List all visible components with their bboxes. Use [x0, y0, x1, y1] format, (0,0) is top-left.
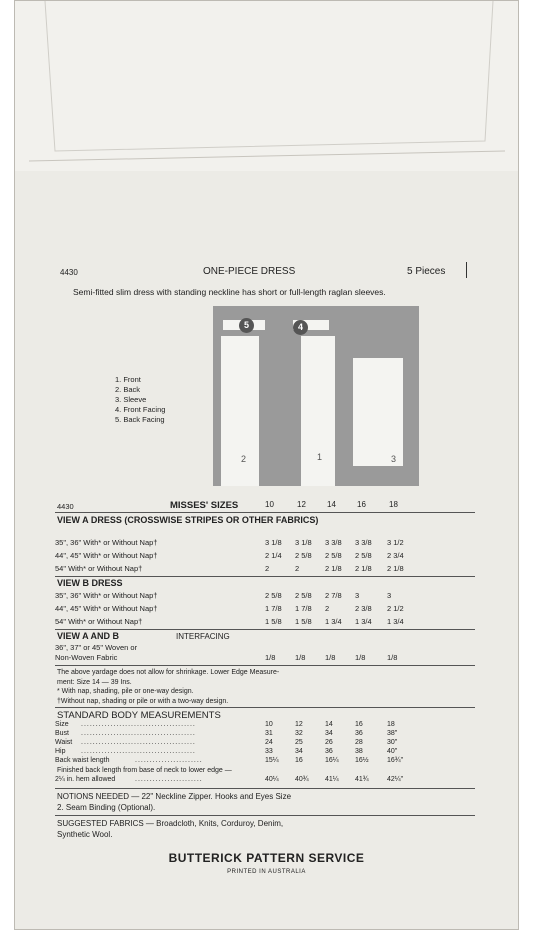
row-value: 2 5/8 — [355, 551, 372, 560]
divider — [55, 512, 475, 513]
row-value: 1/8 — [325, 653, 336, 662]
piece-sleeve — [353, 358, 403, 466]
row-value: 31 — [265, 730, 273, 737]
row-value: 3 1/2 — [387, 538, 404, 547]
row-value: 3 1/8 — [295, 538, 312, 547]
suggested-fabrics — [57, 818, 283, 840]
label-front-facing: 4 — [293, 320, 308, 335]
piece-list-item: 4. Front Facing — [115, 405, 166, 414]
sizes-header-row — [55, 500, 475, 512]
row-value: 2 3/4 — [387, 551, 404, 560]
piece-list-item: 2. Back — [115, 385, 141, 394]
row-label: Waist — [55, 739, 73, 746]
pattern-title: ONE-PIECE DRESS — [203, 266, 296, 277]
notions-line: NOTIONS NEEDED — 22" Neckline Zipper. Hooks and Eyes Size — [57, 792, 292, 801]
row-value: 2 5/8 — [265, 591, 282, 600]
row-value: 2 — [295, 564, 300, 573]
printed-in: PRINTED IN AUSTRALIA — [227, 869, 306, 875]
note-line: ment: Size 14 — 39 Ins. — [57, 678, 132, 686]
pieces-count: 5 Pieces — [407, 266, 446, 277]
row-value: 2 5/8 — [295, 551, 312, 560]
row-label: 44", 45" With* or Without Nap† — [55, 551, 158, 560]
divider — [55, 788, 475, 789]
pattern-layout-figure — [213, 306, 419, 486]
size-col: 12 — [297, 500, 306, 509]
view-b-title: VIEW B DRESS — [57, 578, 123, 588]
row-value: 1/8 — [387, 653, 398, 662]
piece-list — [115, 375, 165, 425]
row-value: 2 — [325, 604, 330, 613]
row-value: 24 — [265, 739, 273, 746]
dot-leader: ....................... — [135, 757, 203, 764]
row-label: 2¼ in. hem allowed — [55, 776, 116, 783]
pattern-description: Semi-fitted slim dress with standing neckline has short or full-length raglan sleeves. — [73, 287, 386, 297]
row-value: 3 — [355, 591, 360, 600]
row-value: 40¾ — [295, 776, 309, 783]
row-value: 28 — [355, 739, 363, 746]
row-value: 41¼ — [325, 776, 339, 783]
divider — [55, 665, 475, 666]
table-row — [55, 604, 475, 616]
sizes-label: MISSES' SIZES — [170, 500, 239, 511]
size-col: 10 — [265, 500, 274, 509]
row-label: 54" With* or Without Nap† — [55, 617, 143, 626]
row-value: 3 3/8 — [325, 538, 342, 547]
row-value: 40¼ — [265, 776, 279, 783]
row-value: 1 7/8 — [295, 604, 312, 613]
row-label: Hip — [55, 748, 66, 755]
row-value: 30" — [387, 739, 398, 746]
size-col: 18 — [389, 500, 398, 509]
row-value: 36 — [355, 730, 363, 737]
row-value: 14 — [325, 721, 333, 728]
row-value: 16½ — [355, 757, 369, 764]
row-value: 2 3/8 — [355, 604, 372, 613]
dot-leader: ....................... — [135, 776, 203, 783]
envelope-flap — [15, 1, 518, 171]
note-line: * With nap, shading, pile or one-way design. — [57, 688, 194, 695]
row-value: 2 1/4 — [265, 551, 282, 560]
table-row — [55, 617, 475, 629]
row-value: 3 3/8 — [355, 538, 372, 547]
row-value: 26 — [325, 739, 333, 746]
body-measurements-title: STANDARD BODY MEASUREMENTS — [57, 710, 221, 721]
notions-needed — [57, 791, 291, 813]
view-ab-subtitle: INTERFACING — [176, 632, 230, 641]
piece-list-item: 3. Sleeve — [115, 395, 147, 404]
pattern-number: 4430 — [60, 268, 78, 277]
row-label: Back waist length — [55, 757, 110, 764]
row-value: 1/8 — [355, 653, 366, 662]
divider — [55, 629, 475, 630]
fabrics-line: Synthetic Wool. — [57, 830, 113, 839]
row-value: 10 — [265, 721, 273, 728]
row-value: 2 — [265, 564, 270, 573]
row-value: 1 3/4 — [387, 617, 404, 626]
dot-leader: ....................................... — [81, 730, 196, 737]
view-ab-title: VIEW A AND B — [57, 631, 119, 641]
note-line: †Without nap, shading or pile or with a two-way design. — [57, 697, 229, 705]
row-value: 1 5/8 — [265, 617, 282, 626]
row-value: 38" — [387, 730, 398, 737]
divider — [55, 815, 475, 816]
row-value: 25 — [295, 739, 303, 746]
note-line: The above yardage does not allow for shrinkage. Lower Edge Measure- — [57, 669, 280, 676]
fabrics-line: SUGGESTED FABRICS — Broadcloth, Knits, Corduroy, Denim, — [57, 819, 284, 828]
row-value: 2 1/8 — [387, 564, 404, 573]
row-label: Bust — [55, 730, 70, 737]
row-value: 3 1/8 — [265, 538, 282, 547]
piece-list-item: 1. Front — [115, 375, 141, 384]
piece-front — [301, 336, 335, 486]
row-value: 15¼ — [265, 757, 279, 764]
divider — [55, 707, 475, 708]
size-col: 14 — [327, 500, 336, 509]
row-value: 33 — [265, 748, 273, 755]
row-value: 38 — [355, 748, 363, 755]
label-front: 1 — [317, 452, 323, 462]
brand-name: BUTTERICK PATTERN SERVICE — [168, 851, 365, 865]
table-pattern-number: 4430 — [57, 502, 74, 511]
row-value: 2 5/8 — [325, 551, 342, 560]
table-row — [55, 551, 475, 563]
margin-rule — [466, 262, 467, 278]
label-back: 2 — [241, 454, 247, 464]
row-label: Non-Woven Fabric — [55, 653, 118, 662]
piece-list-item: 5. Back Facing — [115, 415, 165, 424]
row-value: 1 7/8 — [265, 604, 282, 613]
row-value: 1/8 — [295, 653, 306, 662]
body-row — [55, 757, 475, 767]
body-row — [55, 776, 475, 786]
table-row — [55, 564, 475, 576]
divider — [55, 576, 475, 577]
row-value: 34 — [325, 730, 333, 737]
row-value: 2 5/8 — [295, 591, 312, 600]
row-value: 2 1/8 — [355, 564, 372, 573]
yardage-notes — [57, 668, 279, 706]
size-col: 16 — [357, 500, 366, 509]
row-value: 3 — [387, 591, 392, 600]
view-a-title: VIEW A DRESS (CROSSWISE STRIPES OR OTHER FABRICS) — [57, 515, 319, 525]
flap-edge-shape — [15, 1, 520, 171]
row-label: 35", 36" With* or Without Nap† — [55, 538, 158, 547]
row-value: 1/8 — [265, 653, 276, 662]
row-value: 2 1/2 — [387, 604, 404, 613]
row-value: 2 1/8 — [325, 564, 342, 573]
row-value: 12 — [295, 721, 303, 728]
row-label: 54" With* or Without Nap† — [55, 564, 143, 573]
row-value: 16 — [295, 757, 303, 764]
row-value: 2 7/8 — [325, 591, 342, 600]
row-value: 34 — [295, 748, 303, 755]
table-row — [55, 538, 475, 550]
row-value: 1 3/4 — [325, 617, 342, 626]
row-value: 1 3/4 — [355, 617, 372, 626]
row-value: 16¼ — [325, 757, 339, 764]
row-label: 36", 37" or 45" Woven or — [55, 643, 138, 652]
row-value: 40" — [387, 748, 398, 755]
row-value: 42¼" — [387, 776, 404, 783]
table-row — [55, 653, 475, 665]
row-label: 35", 36" With* or Without Nap† — [55, 591, 158, 600]
finished-length-label: Finished back length from base of neck to lower edge — — [57, 767, 232, 774]
piece-back — [221, 336, 259, 486]
table-row — [55, 591, 475, 603]
dot-leader: ....................................... — [81, 748, 196, 755]
row-value: 16¾" — [387, 757, 404, 764]
row-label: Size — [55, 721, 69, 728]
label-sleeve: 3 — [391, 454, 397, 464]
row-value: 1 5/8 — [295, 617, 312, 626]
row-value: 16 — [355, 721, 363, 728]
label-back-facing: 5 — [239, 318, 254, 333]
row-value: 41¾ — [355, 776, 369, 783]
notions-line: 2. Seam Binding (Optional). — [57, 803, 156, 812]
row-value: 32 — [295, 730, 303, 737]
dot-leader: ....................................... — [81, 721, 196, 728]
row-value: 18 — [387, 721, 395, 728]
row-value: 36 — [325, 748, 333, 755]
row-label: 44", 45" With* or Without Nap† — [55, 604, 158, 613]
dot-leader: ....................................... — [81, 739, 196, 746]
